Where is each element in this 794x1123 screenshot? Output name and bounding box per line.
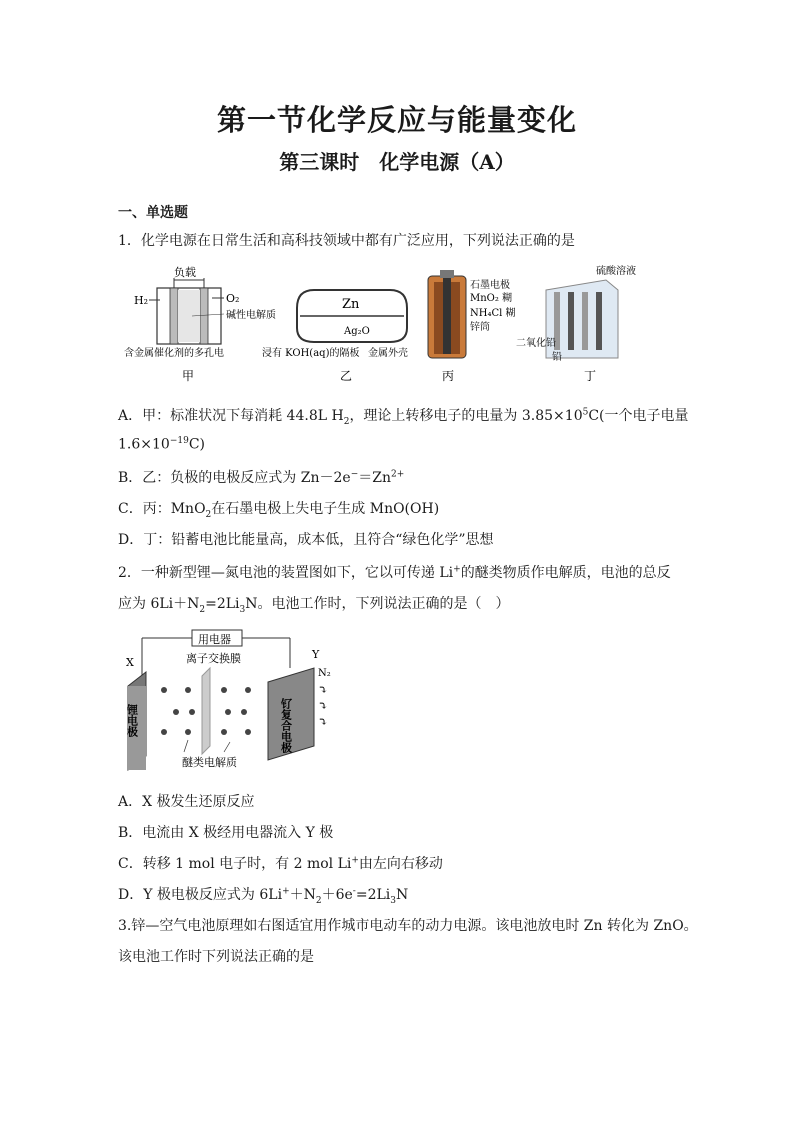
lithium-electrode-label: 锂电极 <box>125 704 139 737</box>
q1-option-a-line1: A．甲：标准状况下每消耗 44.8L $H_2$，理论上转移电子的电量为 $3.85\times 10^5C$(一个电子电量 <box>118 407 689 427</box>
load-label: 负载 <box>174 266 196 279</box>
n2-label: N₂ <box>318 668 331 679</box>
q2-option-d: D．Y 极电极反应式为 $6Li^++N_2+6e^-=2Li_3N$ <box>118 886 409 906</box>
x-label: X <box>126 656 134 669</box>
y-label: Y <box>312 648 320 661</box>
ether-electrolyte-label: 醚类电解质 <box>182 756 237 769</box>
mno2-paste-label: MnO₂ 糊 <box>470 293 513 304</box>
h2-label: H₂ <box>134 294 149 307</box>
dry-cell-diagram <box>428 270 516 383</box>
q1-option-b: B．乙：负极的电极反应式为 $Zn-2e^-=Zn^{2+}$ <box>118 469 405 486</box>
graphite-electrode-label: 石墨电极 <box>470 280 510 291</box>
metal-shell-label: 金属外壳 <box>368 348 408 359</box>
q1-option-a-line2: $1.6\times 10^{-19}C$) <box>118 436 205 453</box>
caption-bing: 丙 <box>442 369 455 383</box>
caption-yi: 乙 <box>340 369 353 383</box>
caption-jia: 甲 <box>182 369 195 383</box>
q1-figure <box>122 262 682 388</box>
page-title: 第一节化学反应与能量变化 <box>216 103 577 137</box>
o2-label: O₂ <box>226 292 240 305</box>
q3-stem-line1: 3.锌—空气电池原理如右图适宜用作城市电动车的动力电源。该电池放电时 Zn 转化为 ZnO。 <box>118 918 698 934</box>
q1-option-d: D．丁：铅蓄电池比能量高，成本低，且符合“绿色化学”思想 <box>118 532 494 548</box>
ag2o-label: Ag₂O <box>344 326 370 337</box>
alkaline-electrolyte-label: 碱性电解质 <box>226 310 276 321</box>
q2-option-c: C．转移 1 mol 电子时，有 2 mol Li+由左向右移动 <box>118 855 443 872</box>
page-subtitle: 第三课时 化学电源（A） <box>279 150 515 174</box>
porous-electrode-label: 含金属催化剂的多孔电 <box>124 348 224 359</box>
sulfuric-acid-label: 硫酸溶液 <box>596 266 636 277</box>
svg-text:⤵: ⤵ <box>318 715 329 729</box>
electrical-device-label: 用电器 <box>198 633 231 646</box>
q2-li-n2-battery-figure <box>124 628 344 778</box>
ion-exchange-membrane-label: 离子交换膜 <box>186 652 241 665</box>
section-heading: 一、单选题 <box>118 205 188 221</box>
q1-stem: 1．化学电源在日常生活和高科技领域中都有广泛应用，下列说法正确的是 <box>118 233 575 249</box>
q2-stem-line2: 应为 $6Li+N_2=2Li_3N$。电池工作时，下列说法正确的是（ ） <box>118 596 510 615</box>
lead-dioxide-label: 二氧化铅 <box>516 338 556 349</box>
lead-acid-diagram <box>516 264 636 383</box>
svg-text:⤵: ⤵ <box>318 683 329 697</box>
q2-option-a: A．X 极发生还原反应 <box>118 794 255 810</box>
nh4cl-paste-label: NH₄Cl 糊 <box>470 308 516 319</box>
q3-stem-line2: 该电池工作时下列说法正确的是 <box>118 949 314 965</box>
zn-label: Zn <box>342 297 360 312</box>
caption-ding: 丁 <box>584 369 597 383</box>
q2-stem-line1: 2．一种新型锂—氮电池的装置图如下，它以可传递 Li+的醚类物质作电解质，电池的总反 <box>118 564 671 581</box>
button-cell-diagram <box>262 290 408 383</box>
fuel-cell-diagram <box>124 265 276 383</box>
q2-option-b: B．电流由 X 极经用电器流入 Y 极 <box>118 825 334 841</box>
q1-option-c: C．丙：MnO$_2$在石墨电极上失电子生成 MnO(OH) <box>118 501 440 520</box>
svg-text:⤵: ⤵ <box>318 699 329 713</box>
zinc-can-label: 锌筒 <box>470 322 490 333</box>
ruthenium-electrode-label: 钌复合电极 <box>279 698 293 753</box>
separator-label: 浸有 KOH(aq)的隔板 <box>262 348 360 359</box>
lead-label: 铅 <box>552 352 562 363</box>
